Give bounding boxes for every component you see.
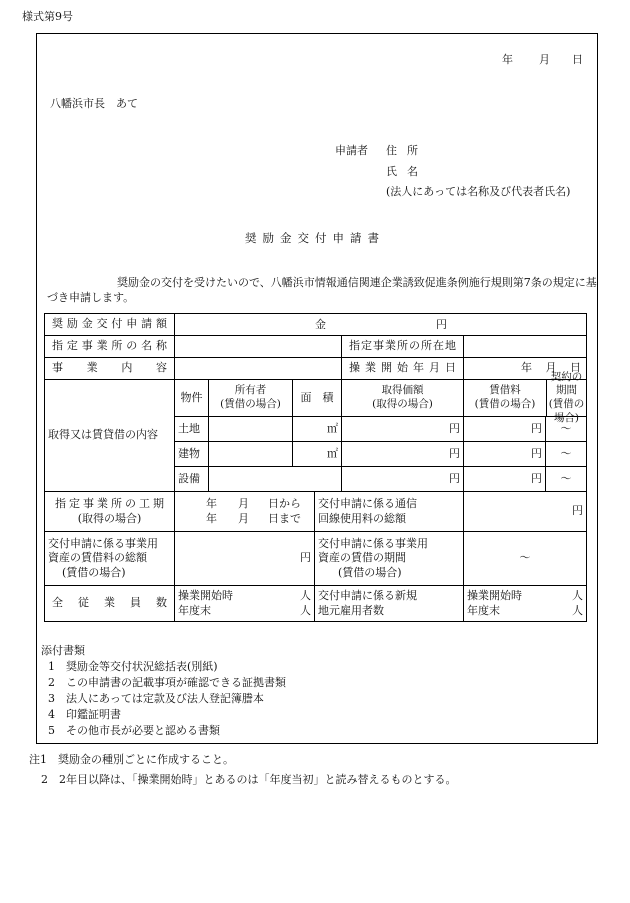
item-land: 土地 — [175, 417, 209, 442]
request-amount-label: 奨励金交付申請額 — [45, 314, 175, 336]
area-land-field[interactable]: ㎡ — [293, 417, 342, 442]
start-month-label: 月 — [545, 361, 557, 375]
start-date-label: 操業開始年月日 — [342, 358, 464, 380]
period-to: 日まで — [268, 511, 301, 525]
comm-label-line1: 交付申請に係る通信 — [318, 497, 417, 511]
item-building: 建物 — [175, 442, 209, 467]
applicant-address-label: 住所 — [386, 144, 428, 157]
new-emp-field[interactable] — [464, 586, 587, 622]
row-construction — [45, 492, 587, 532]
period-from: 日から — [268, 497, 301, 511]
header-term — [547, 370, 586, 424]
header-rent-line1: 賃借料 — [489, 384, 521, 397]
yen-label: 円 — [436, 318, 447, 331]
construction-label-line2: (取得の場合) — [77, 511, 142, 525]
owner-building-field[interactable] — [209, 442, 293, 467]
row-business — [45, 358, 587, 380]
row-office-name — [45, 336, 587, 358]
comm-label — [315, 492, 464, 532]
kin-label: 金 — [315, 318, 326, 331]
addressee: 八幡浜市長 あて — [50, 97, 138, 110]
attachment-item: 3 法人にあっては定款及び法人登記簿謄本 — [48, 692, 264, 705]
document-title: 奨励金交付申請書 — [245, 231, 385, 245]
emp-year-end-label: 年度末 — [178, 603, 211, 617]
owner-land-field[interactable] — [209, 417, 293, 442]
rent-term-equipment — [464, 467, 587, 492]
intro-paragraph: 奨励金の交付を受けたいので、八幡浜市情報通信関連企業誘致促進条例施行規則第7条の規定に基づき申請します。 — [47, 276, 597, 305]
price-building-field[interactable]: 円 — [342, 442, 464, 467]
period-month-2: 月 — [238, 511, 249, 525]
construction-label-line1: 指定事業所の工期 — [55, 497, 164, 511]
applicant-name-label: 氏名 — [386, 165, 428, 178]
period-year-2: 年 — [206, 511, 217, 525]
acquisition-label: 取得又は賃貸借の内容 — [45, 380, 175, 492]
header-area: 面 積 — [293, 380, 342, 417]
term-building-field[interactable]: ～ — [560, 447, 572, 460]
attachments-heading: 添付書類 — [41, 644, 85, 657]
lease-period-line2: 資産の賃借の期間 — [318, 551, 406, 565]
new-emp-label — [315, 586, 464, 622]
construction-period-field[interactable] — [175, 492, 315, 532]
header-owner — [209, 380, 293, 417]
date-year-label: 年 — [502, 53, 513, 66]
form-number: 様式第9号 — [22, 10, 73, 23]
lease-total-line1: 交付申請に係る事業用 — [48, 537, 158, 551]
new-emp-unit-2: 人 — [572, 603, 583, 617]
business-content-label: 事業内容 — [45, 358, 175, 380]
emp-unit-1: 人 — [300, 589, 311, 603]
emp-unit-2: 人 — [300, 603, 311, 617]
row-lease — [45, 532, 587, 586]
header-term-line1: 契約の期間 — [550, 370, 583, 397]
term-equipment-field[interactable]: ～ — [560, 472, 572, 485]
rent-building-field[interactable]: 円 — [464, 442, 546, 466]
applicant-label: 申請者 — [335, 144, 368, 157]
period-month-1: 月 — [238, 497, 249, 511]
lease-period-line3: (賃借の場合) — [338, 565, 402, 579]
employees-field[interactable] — [175, 586, 315, 622]
new-emp-line2: 地元雇用者数 — [318, 603, 384, 617]
header-price-line1: 取得価額 — [381, 384, 424, 397]
comm-total-field[interactable]: 円 — [464, 492, 587, 532]
owner-area-equipment-field[interactable] — [209, 467, 342, 492]
header-price — [342, 380, 464, 417]
header-owner-line1: 所有者 — [234, 384, 267, 397]
lease-period-label — [315, 532, 464, 586]
applicant-corp-note: (法人にあっては名称及び代表者氏名) — [386, 185, 571, 198]
period-year-1: 年 — [206, 497, 217, 511]
lease-total-field[interactable]: 円 — [175, 532, 315, 586]
lease-total-line3: (賃借の場合) — [62, 565, 126, 579]
rent-term-land — [464, 417, 587, 442]
new-emp-start-label: 操業開始時 — [467, 589, 522, 603]
construction-label — [45, 492, 175, 532]
term-land-field[interactable]: ～ — [560, 422, 572, 435]
office-location-label: 指定事業所の所在地 — [342, 336, 464, 358]
header-rent-line2: (賃借の場合) — [474, 398, 536, 410]
rent-equipment-field[interactable]: 円 — [464, 467, 546, 491]
attachment-item: 4 印鑑証明書 — [48, 708, 121, 721]
row-acq-header — [45, 380, 587, 417]
office-location-field[interactable] — [464, 336, 587, 358]
header-item: 物件 — [175, 380, 209, 417]
lease-period-field[interactable]: ～ — [464, 532, 587, 586]
comm-label-line2: 回線使用料の総額 — [318, 511, 406, 525]
lease-period-line1: 交付申請に係る事業用 — [318, 537, 428, 551]
new-emp-unit-1: 人 — [572, 589, 583, 603]
new-emp-year-end-label: 年度末 — [467, 603, 500, 617]
new-emp-line1: 交付申請に係る新規 — [318, 589, 417, 603]
price-equipment-field[interactable]: 円 — [342, 467, 464, 492]
row-employees — [45, 586, 587, 622]
emp-start-label: 操業開始時 — [178, 589, 233, 603]
start-year-label: 年 — [521, 361, 532, 375]
item-equipment: 設備 — [175, 467, 209, 492]
lease-total-line2: 資産の賃借料の総額 — [48, 551, 147, 565]
employees-label: 全従業員数 — [45, 586, 175, 622]
application-table — [44, 313, 587, 622]
row-request-amount — [45, 314, 587, 336]
office-name-field[interactable] — [175, 336, 342, 358]
start-day-label: 日 — [570, 361, 581, 375]
header-price-line2: (取得の場合) — [372, 398, 433, 410]
date-day-label: 日 — [572, 53, 583, 66]
date-month-label: 月 — [539, 53, 550, 66]
header-owner-line2: (賃借の場合) — [220, 398, 281, 410]
attachment-item: 2 この申請書の記載事項が確認できる証拠書類 — [48, 676, 286, 689]
note-2: 2 2年目以降は、「操業開始時」とあるのは「年度当初」と読み替えるものとする。 — [41, 773, 457, 786]
rent-term-building — [464, 442, 587, 467]
rent-land-field[interactable]: 円 — [464, 417, 546, 441]
office-name-label: 指定事業所の名称 — [45, 336, 175, 358]
attachment-item: 5 その他市長が必要と認める書類 — [48, 724, 220, 737]
price-land-field[interactable]: 円 — [342, 417, 464, 442]
header-rent-term — [464, 370, 587, 424]
lease-total-label — [45, 532, 175, 586]
business-content-field[interactable] — [175, 358, 342, 380]
area-building-field[interactable]: ㎡ — [293, 442, 342, 467]
attachment-item: 1 奨励金等交付状況総括表(別紙) — [48, 660, 218, 673]
request-amount-field[interactable] — [175, 314, 587, 336]
note-1: 注1 奨励金の種別ごとに作成すること。 — [29, 753, 234, 766]
header-rent — [464, 380, 547, 416]
header-term-line2: (賃借の場合) — [548, 398, 585, 424]
